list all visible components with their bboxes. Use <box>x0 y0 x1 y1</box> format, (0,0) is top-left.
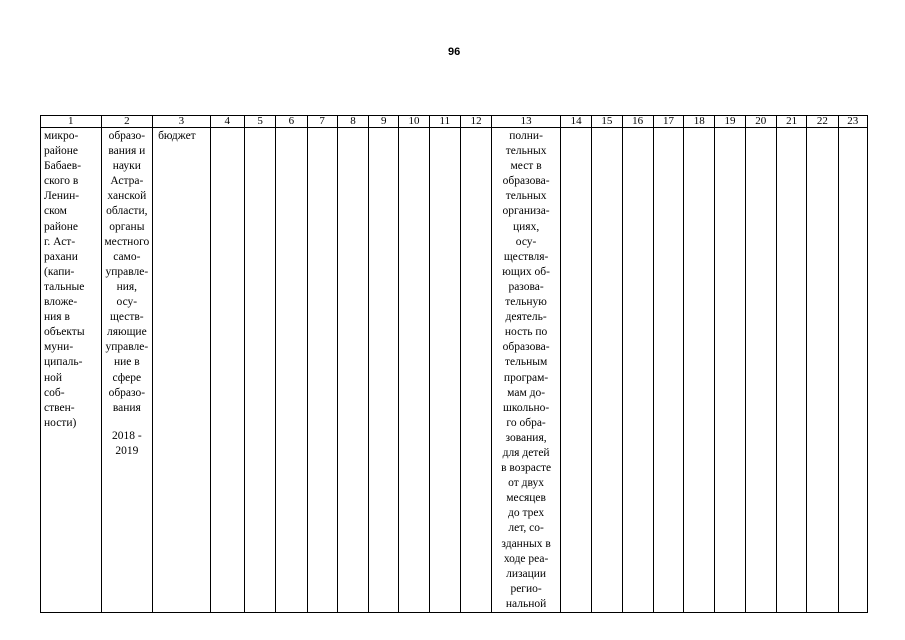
text-line: ствен- <box>44 401 75 414</box>
header-cell: 10 <box>399 116 429 128</box>
text-line: вания и <box>108 145 146 158</box>
empty-cell <box>337 128 368 613</box>
text-line: школьно- <box>503 401 550 414</box>
text-line: нальной <box>505 597 547 610</box>
text-line: г. Аст- <box>44 235 76 248</box>
header-cell: 22 <box>807 116 838 128</box>
empty-cell <box>745 128 776 613</box>
empty-cell <box>622 128 653 613</box>
text-line: ния в <box>44 311 70 324</box>
text-line: ханской <box>107 190 147 203</box>
empty-cell <box>838 128 867 613</box>
page-number: 96 <box>448 46 461 58</box>
text-line: ной <box>44 371 63 384</box>
text-line: рахани <box>44 250 78 263</box>
header-cell: 5 <box>244 116 275 128</box>
text-line: зования, <box>505 431 547 444</box>
text-line: органы <box>109 220 145 233</box>
empty-cell <box>715 128 745 613</box>
header-cell: 11 <box>429 116 460 128</box>
header-row <box>41 116 868 128</box>
text-line: тельным <box>504 356 548 369</box>
text-line: управле- <box>105 265 149 278</box>
header-cell: 1 <box>41 116 102 128</box>
empty-cell <box>369 128 399 613</box>
text-line: муни- <box>44 341 74 354</box>
text-line: объекты <box>44 326 85 339</box>
text-line: го обра- <box>506 416 546 429</box>
text-line: от двух <box>508 477 545 490</box>
cell-object-name <box>41 128 102 613</box>
text-line: регио- <box>510 582 542 595</box>
empty-cell <box>684 128 715 613</box>
cell-funding-source <box>153 128 211 613</box>
year-range: 2018 - <box>111 429 142 442</box>
text-line: до трех <box>508 507 545 520</box>
text-line: разова- <box>508 280 544 293</box>
text-line: циях, <box>512 220 540 233</box>
header-cell: 3 <box>153 116 211 128</box>
empty-cell <box>776 128 806 613</box>
empty-cell <box>560 128 591 613</box>
table-row <box>41 128 868 613</box>
empty-cell <box>307 128 337 613</box>
text-line: ского в <box>44 175 79 188</box>
text-line: деятель- <box>505 311 547 324</box>
text-line: для детей <box>502 446 550 459</box>
text-line: ние в <box>113 356 140 369</box>
text-line: в возрасте <box>501 462 552 475</box>
text-line: образо- <box>108 130 146 142</box>
text-line: сфере <box>112 371 142 384</box>
text-line: тальные <box>44 280 85 293</box>
text-line: образо- <box>108 386 146 399</box>
data-table <box>40 115 868 613</box>
header-cell: 18 <box>684 116 715 128</box>
text-line: осу- <box>116 296 138 309</box>
text-line: лизации <box>506 567 547 580</box>
header-cell: 14 <box>560 116 591 128</box>
empty-cell <box>592 128 622 613</box>
text-line: ности) <box>44 416 77 429</box>
text-line: Бабаев- <box>44 160 82 173</box>
text-line: вания <box>112 401 141 414</box>
text-line: местного <box>104 235 150 248</box>
text-line: ципаль- <box>44 356 83 369</box>
text-line: ность по <box>504 326 548 339</box>
header-cell: 16 <box>622 116 653 128</box>
cell-description <box>492 128 561 613</box>
text-line: месяцев <box>506 492 546 505</box>
text-line: микро- <box>44 130 79 142</box>
text-line: тельную <box>505 296 547 309</box>
spacer <box>102 416 152 429</box>
text-line: тельных <box>505 190 547 203</box>
text-line: мест в <box>510 160 542 173</box>
text-line: Ленин- <box>44 190 80 203</box>
text-line: мам до- <box>507 386 546 399</box>
empty-cell <box>807 128 838 613</box>
header-cell: 20 <box>745 116 776 128</box>
header-cell: 7 <box>307 116 337 128</box>
empty-cell <box>276 128 307 613</box>
text-line: програм- <box>503 371 549 384</box>
text-line: науки <box>112 160 141 173</box>
header-cell: 8 <box>337 116 368 128</box>
empty-cell <box>244 128 275 613</box>
header-cell: 17 <box>653 116 683 128</box>
text-line: ходе реа- <box>503 552 549 565</box>
text-line: ния, <box>116 280 138 293</box>
text-line: соб- <box>44 386 65 399</box>
text-line: лет, со- <box>508 522 544 535</box>
header-cell: 4 <box>210 116 244 128</box>
header-cell: 6 <box>276 116 307 128</box>
text-line: (капи- <box>44 265 75 278</box>
header-cell: 13 <box>492 116 561 128</box>
text-line: тельных <box>505 145 547 158</box>
header-cell: 21 <box>776 116 806 128</box>
text-line: ществля- <box>503 250 549 263</box>
text-line: ляющие <box>106 326 147 339</box>
text-line: ществ- <box>110 311 144 324</box>
text-line: зданных в <box>501 537 551 550</box>
text-line: организа- <box>502 205 550 218</box>
header-cell: 9 <box>369 116 399 128</box>
header-cell: 2 <box>101 116 152 128</box>
text-line: само- <box>113 250 141 263</box>
text-line: районе <box>44 220 79 233</box>
text-line: вложе- <box>44 296 78 309</box>
text-line: полни- <box>509 130 543 142</box>
year-range: 2019 <box>115 444 139 457</box>
text-line: ском <box>44 205 67 218</box>
text-line: осу- <box>515 235 537 248</box>
text-line: Астра- <box>110 175 144 188</box>
cell-responsible <box>101 128 152 613</box>
header-cell: 19 <box>715 116 745 128</box>
text-line: образова- <box>502 175 550 188</box>
empty-cell <box>653 128 683 613</box>
empty-cell <box>210 128 244 613</box>
header-cell: 12 <box>460 116 491 128</box>
text-line: образова- <box>502 341 550 354</box>
empty-cell <box>429 128 460 613</box>
text-line: управле- <box>105 341 149 354</box>
header-cell: 23 <box>838 116 867 128</box>
empty-cell <box>460 128 491 613</box>
text-line: районе <box>44 145 79 158</box>
text-line: бюджет <box>158 130 196 142</box>
empty-cell <box>399 128 429 613</box>
header-cell: 15 <box>592 116 622 128</box>
text-line: ющих об- <box>502 265 550 278</box>
text-line: области, <box>106 205 148 218</box>
